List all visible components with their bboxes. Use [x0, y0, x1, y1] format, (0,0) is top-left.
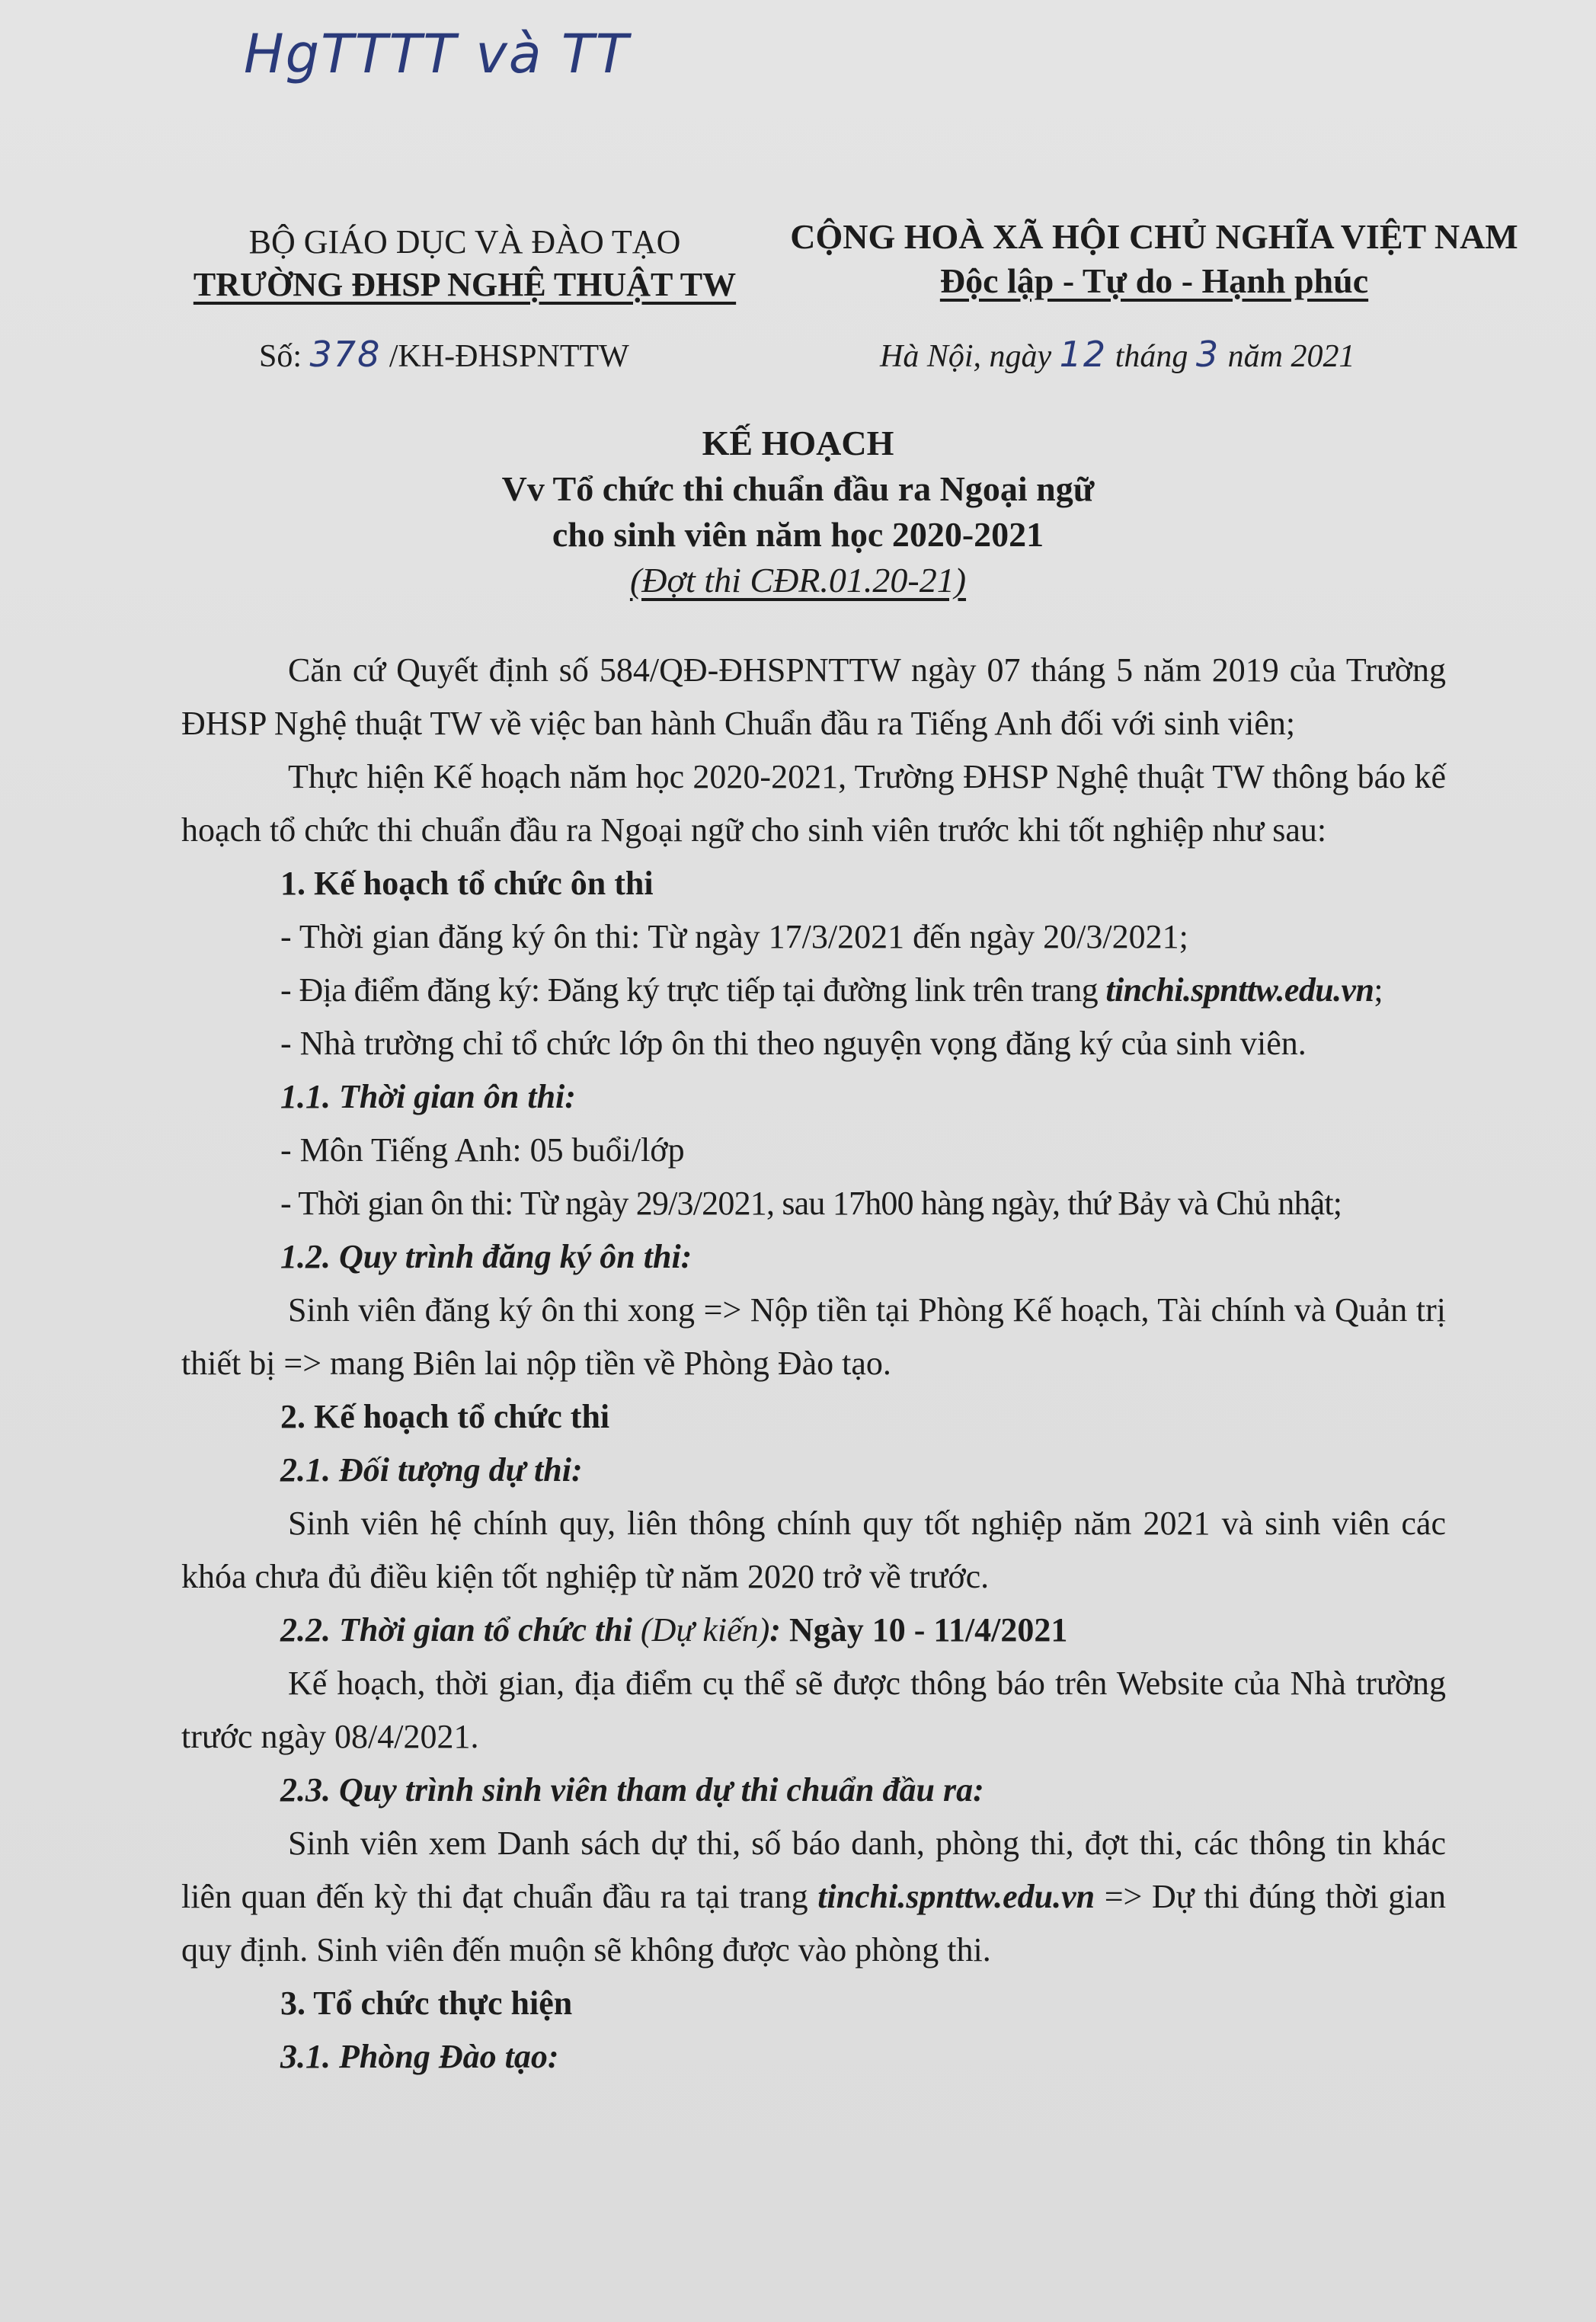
- section-3-heading: 3. Tổ chức thực hiện: [280, 1985, 573, 2022]
- section-2-3-text: Sinh viên xem Danh sách dự thi, số báo danh, phòng thi, đợt thi, các thông tin khác liên quan đến kỳ thi đạt chuẩn đầu ra tại trang tinchi.spnttw.edu.vn => Dự thi đúng thời gian quy định. Sinh viên đến muộn sẽ không được vào phòng thi.: [181, 1825, 1446, 1969]
- exam-date: Ngày 10 - 11/4/2021: [788, 1611, 1068, 1649]
- section-1-1-time: - Thời gian ôn thi: Từ ngày 29/3/2021, sau 17h00 hàng ngày, thứ Bảy và Chủ nhật;: [280, 1185, 1342, 1222]
- paragraph-implementation: Thực hiện Kế hoạch năm học 2020-2021, Trường ĐHSP Nghệ thuật TW thông báo kế hoạch tổ chức thi chuẩn đầu ra Ngoại ngữ cho sinh viên trước khi tốt nghiệp như sau:: [181, 758, 1446, 849]
- section-1-1-subject: - Môn Tiếng Anh: 05 buổi/lớp: [280, 1131, 685, 1169]
- section-2-3-heading: 2.3. Quy trình sinh viên tham dự thi chuẩn đầu ra:: [280, 1771, 984, 1809]
- school-name: TRƯỜNG ĐHSP NGHỆ THUẬT TW: [193, 266, 737, 303]
- handwritten-month: 3: [1195, 334, 1220, 375]
- title-subject: Vv Tổ chức thi chuẩn đầu ra Ngoại ngữ: [501, 469, 1095, 508]
- national-motto: Độc lập - Tự do - Hạnh phúc: [939, 261, 1369, 300]
- website-link-2[interactable]: tinchi.spnttw.edu.vn: [817, 1878, 1095, 1915]
- handwritten-number: 378: [309, 334, 382, 375]
- handwritten-note: HgTTTT và TT: [244, 23, 630, 85]
- section-1-2-heading: 1.2. Quy trình đăng ký ôn thi:: [280, 1238, 692, 1275]
- website-link[interactable]: tinchi.spnttw.edu.vn: [1105, 971, 1374, 1009]
- ministry-name: BỘ GIÁO DỤC VÀ ĐÀO TẠO: [248, 223, 681, 261]
- title-session: (Đợt thi CĐR.01.20-21): [629, 561, 967, 600]
- section-2-1-text: Sinh viên hệ chính quy, liên thông chính quy tốt nghiệp năm 2021 và sinh viên các khóa chưa đủ điều kiện tốt nghiệp từ năm 2020 trở về trước.: [181, 1505, 1446, 1595]
- country-name: CỘNG HOÀ XÃ HỘI CHỦ NGHĨA VIỆT NAM: [790, 217, 1518, 256]
- issuer-header: [160, 221, 769, 306]
- section-1-heading: 1. Kế hoạch tổ chức ôn thi: [280, 865, 654, 902]
- section-1-note: - Nhà trường chỉ tổ chức lớp ôn thi theo nguyện vọng đăng ký của sinh viên.: [280, 1025, 1307, 1062]
- document-body: [181, 644, 1446, 2084]
- national-header: [777, 215, 1531, 303]
- document-title: [0, 421, 1596, 603]
- section-1-registration-place: - Địa điểm đăng ký: Đăng ký trực tiếp tại đường link trên trang tinchi.spnttw.edu.vn;: [280, 971, 1383, 1009]
- section-2-2-text: Kế hoạch, thời gian, địa điểm cụ thể sẽ được thông báo trên Website của Nhà trường trước ngày 08/4/2021.: [181, 1665, 1446, 1755]
- title-main: KẾ HOẠCH: [702, 424, 894, 462]
- document-number: Số: 378 /KH-ĐHSPNTTW: [259, 334, 629, 375]
- handwritten-day: 12: [1059, 334, 1108, 375]
- section-2-2-heading: 2.2. Thời gian tổ chức thi (Dự kiến): Ngày 10 - 11/4/2021: [280, 1611, 1068, 1649]
- section-1-registration-time: - Thời gian đăng ký ôn thi: Từ ngày 17/3/2021 đến ngày 20/3/2021;: [280, 918, 1188, 955]
- title-audience: cho sinh viên năm học 2020-2021: [552, 515, 1044, 554]
- section-2-1-heading: 2.1. Đối tượng dự thi:: [280, 1451, 583, 1489]
- document-date: Hà Nội, ngày 12 tháng 3 năm 2021: [880, 334, 1355, 375]
- section-3-1-heading: 3.1. Phòng Đào tạo:: [280, 2038, 559, 2075]
- section-1-1-heading: 1.1. Thời gian ôn thi:: [280, 1078, 576, 1115]
- section-1-2-text: Sinh viên đăng ký ôn thi xong => Nộp tiền tại Phòng Kế hoạch, Tài chính và Quản trị thiết bị => mang Biên lai nộp tiền về Phòng Đào tạo.: [181, 1291, 1446, 1382]
- section-2-heading: 2. Kế hoạch tổ chức thi: [280, 1398, 610, 1435]
- paragraph-legal-basis: Căn cứ Quyết định số 584/QĐ-ĐHSPNTTW ngày 07 tháng 5 năm 2019 của Trường ĐHSP Nghệ thuật TW về việc ban hành Chuẩn đầu ra Tiếng Anh đối với sinh viên;: [181, 651, 1446, 742]
